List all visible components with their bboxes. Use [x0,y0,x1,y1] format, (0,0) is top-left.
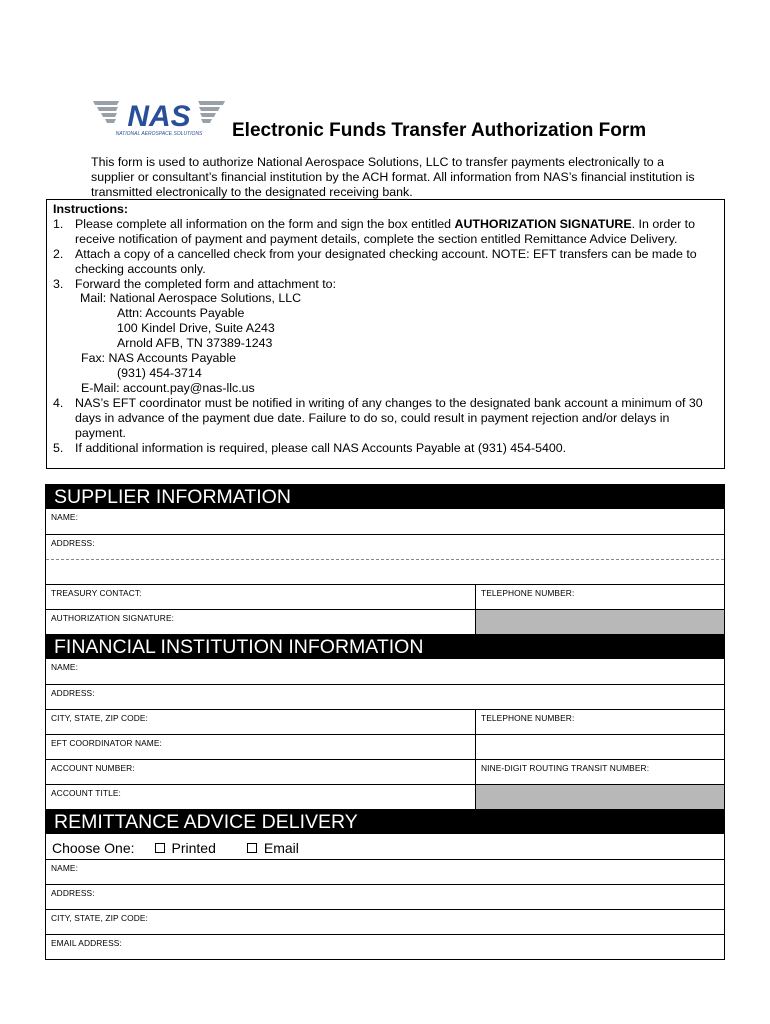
field-label: ADDRESS: [51,688,95,698]
instruction-bold-text: AUTHORIZATION SIGNATURE [454,216,632,231]
field-label: TREASURY CONTACT: [51,588,142,598]
field-label: CITY, STATE, ZIP CODE: [51,913,148,923]
fax-line: Fax: NAS Accounts Payable [81,351,236,366]
intro-paragraph: This form is used to authorize National Aerospace Solutions, LLC to transfer payments electronically to a supplier or consultant’s financial institution by the ACH format. All information from NAS’s financial institution is transmitted electronically to the designated receiving bank. [91,155,695,199]
remit-address-field[interactable] [46,885,724,909]
supplier-address-row-2 [46,559,724,584]
bank-name-row [46,659,724,684]
instruction-item-3 [53,277,718,292]
remit-name-field[interactable] [46,860,724,884]
supplier-name-row [46,509,724,534]
instruction-item-2 [53,247,718,277]
email-line: E-Mail: account.pay@nas-llc.us [81,380,255,395]
eft-form [45,484,725,960]
field-label: NAME: [51,863,79,873]
instruction-item-4 [53,396,718,441]
eft-coordinator-row [46,734,724,759]
instruction-number: 1. [53,216,64,231]
field-label: EFT COORDINATOR NAME: [51,738,162,748]
mail-address-line: Attn: Accounts Payable [117,306,245,321]
field-label: NINE-DIGIT ROUTING TRANSIT NUMBER: [481,763,650,773]
instructions-list-continued [53,396,718,456]
section-heading-financial: FINANCIAL INSTITUTION INFORMATION [46,634,724,659]
nas-logo [93,98,225,138]
section-heading-supplier: SUPPLIER INFORMATION [46,484,724,509]
supplier-name-field[interactable] [46,509,724,534]
mail-address-line: Arnold AFB, TN 37389-1243 [117,336,273,351]
instruction-text: Forward the completed form and attachment to: [75,276,337,291]
instruction-number: 3. [53,276,64,291]
field-label: NAME: [51,662,79,672]
bank-name-field[interactable] [46,659,724,684]
field-label: TELEPHONE NUMBER: [481,588,575,598]
logo-text: NAS [127,100,191,133]
instruction-text: Attach a copy of a cancelled check from your designated checking account. NOTE: EFT transfers can be made to checking accounts only. [75,246,697,276]
eft-coordinator-extra-field[interactable] [475,735,724,759]
field-label: ADDRESS: [51,888,95,898]
shaded-cell [475,785,724,809]
account-number-field[interactable] [46,760,475,784]
supplier-telephone-field[interactable] [475,585,724,609]
remit-address-row [46,884,724,909]
field-label: ACCOUNT NUMBER: [51,763,135,773]
account-title-row [46,784,724,809]
supplier-address-field[interactable] [46,535,724,559]
logo-subtext: NATIONAL AEROSPACE SOLUTIONS [115,131,203,137]
bank-city-row [46,709,724,734]
checkbox-icon[interactable] [155,843,165,853]
field-label: EMAIL ADDRESS: [51,938,122,948]
authorization-signature-field[interactable] [46,610,475,634]
remit-city-state-zip-field[interactable] [46,910,724,934]
instruction-text: If additional information is required, please call NAS Accounts Payable at (931) 454-5400. [75,440,567,455]
remit-email-row [46,934,724,959]
supplier-contact-row [46,584,724,609]
instruction-item-1 [53,217,718,247]
supplier-address-line-2-field[interactable] [46,560,724,584]
account-number-row [46,759,724,784]
supplier-address-row [46,534,724,559]
instruction-text: NAS’s EFT coordinator must be notified in writing of any changes to the designated bank account a minimum of 30 days in advance of the payment due date. Failure to do so, could result in payment rejection and/or delays in payment. [75,395,703,440]
bank-address-row [46,684,724,709]
field-label: CITY, STATE, ZIP CODE: [51,713,148,723]
instruction-item-5 [53,441,718,456]
bank-telephone-field[interactable] [475,710,724,734]
mail-address-line: 100 Kindel Drive, Suite A243 [117,321,275,336]
routing-number-field[interactable] [475,760,724,784]
instruction-number: 5. [53,440,64,455]
email-option[interactable] [247,840,299,856]
instruction-text: Please complete all information on the form and sign the box entitled [75,216,455,231]
bank-city-state-zip-field[interactable] [46,710,475,734]
checkbox-icon[interactable] [247,843,257,853]
field-label: ACCOUNT TITLE: [51,788,121,798]
delivery-choice-row [46,834,724,859]
email-option-label: Email [263,840,299,856]
treasury-contact-field[interactable] [46,585,475,609]
remit-email-address-field[interactable] [46,935,724,959]
printed-option-label: Printed [171,840,216,856]
instruction-text: . In order to receive notification of payment and payment details, complete the section entitled Remittance Advice Delivery. [75,216,696,246]
page-title: Electronic Funds Transfer Authorization Form [232,120,647,141]
account-title-field[interactable] [46,785,475,809]
instructions-heading: Instructions: [53,202,129,216]
shaded-cell [475,610,724,634]
instructions-list [53,217,718,292]
field-label: NAME: [51,512,79,522]
instruction-number: 2. [53,246,64,261]
mail-address-line: Mail: National Aerospace Solutions, LLC [80,291,302,306]
printed-option[interactable] [155,840,216,856]
section-heading-remittance: REMITTANCE ADVICE DELIVERY [46,809,724,834]
fax-number: (931) 454-3714 [117,365,202,380]
instructions-box [46,199,725,469]
instruction-number: 4. [53,395,64,410]
field-label: TELEPHONE NUMBER: [481,713,575,723]
field-label: AUTHORIZATION SIGNATURE: [51,613,175,623]
remit-city-row [46,909,724,934]
bank-address-field[interactable] [46,685,724,709]
authorization-signature-row [46,609,724,634]
field-label: ADDRESS: [51,538,95,548]
choose-one-label: Choose One: [52,840,135,856]
remit-name-row [46,859,724,884]
eft-coordinator-field[interactable] [46,735,475,759]
